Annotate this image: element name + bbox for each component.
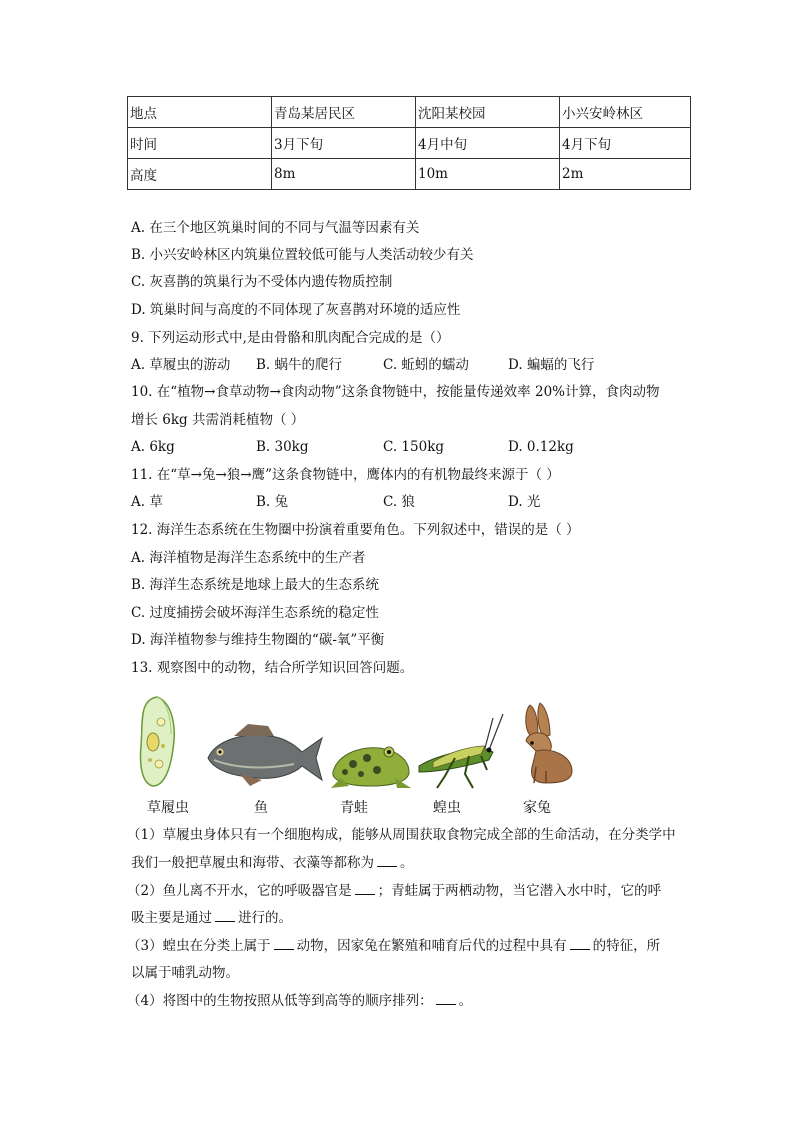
q13-part3-line1 xyxy=(127,937,660,955)
q12-option-d: D. 海洋植物参与维持生物圈的“碳-氧”平衡 xyxy=(131,632,385,648)
caption-frog: 青蛙 xyxy=(340,800,368,816)
q10-stem-line2: 增长 6kg 共需消耗植物（ ） xyxy=(131,412,305,428)
caption-locust: 蝗虫 xyxy=(433,800,461,816)
q10-stem-line1: 10. 在“植物→食草动物→食肉动物”这条食物链中，按能量传递效率 20%计算，食肉动物 xyxy=(131,384,660,400)
q10-option-b: B. 30kg xyxy=(256,439,309,455)
q13-part2-text-c: 吸主要是通过 xyxy=(131,910,212,926)
table-cell: 小兴安岭林区 xyxy=(560,97,691,128)
table-cell: 时间 xyxy=(128,128,272,159)
table-cell: 3月下旬 xyxy=(272,128,416,159)
q13-part1-line2 xyxy=(131,854,414,872)
rabbit-illustration xyxy=(510,701,578,785)
table-cell: 4月中旬 xyxy=(416,128,560,159)
answer-blank[interactable] xyxy=(436,992,456,1005)
q13-part4-line xyxy=(127,992,472,1010)
answer-blank[interactable] xyxy=(355,882,375,895)
table-cell: 4月下旬 xyxy=(560,128,691,159)
q9-option-a: A. 草履虫的游动 xyxy=(131,357,231,373)
nesting-data-table xyxy=(127,96,691,190)
q13-stem: 13. 观察图中的动物，结合所学知识回答问题。 xyxy=(131,660,414,676)
q11-option-d: D. 光 xyxy=(508,494,541,510)
answer-blank[interactable] xyxy=(215,909,235,922)
q13-part2-text-d: 进行的。 xyxy=(238,910,292,926)
q11-stem: 11. 在“草→兔→狼→鹰”这条食物链中，鹰体内的有机物最终来源于（ ） xyxy=(131,467,560,483)
q9-stem: 9. 下列运动形式中,是由骨骼和肌肉配合完成的是（） xyxy=(131,330,450,346)
q8-option-c: C. 灰喜鹊的筑巢行为不受体内遗传物质控制 xyxy=(131,274,393,290)
q8-option-a: A. 在三个地区筑巢时间的不同与气温等因素有关 xyxy=(131,220,420,236)
q13-part2-line1 xyxy=(127,882,661,900)
q13-part4-end: 。 xyxy=(458,993,473,1009)
q13-part2-line2 xyxy=(131,909,292,927)
table-cell: 地点 xyxy=(128,97,272,128)
frog-illustration xyxy=(327,738,413,790)
locust-illustration xyxy=(415,712,507,790)
q9-option-c: C. 蚯蚓的蠕动 xyxy=(383,357,469,373)
fish-illustration xyxy=(204,722,324,788)
q13-part3-text-a: （3）蝗虫在分类上属于 xyxy=(127,938,271,954)
caption-rabbit: 家兔 xyxy=(523,800,551,816)
table-cell: 2m xyxy=(560,159,691,190)
q11-option-c: C. 狼 xyxy=(383,494,415,510)
q13-part3-text-c: 的特征，所 xyxy=(592,938,661,954)
q8-option-d: D. 筑巢时间与高度的不同体现了灰喜鹊对环境的适应性 xyxy=(131,302,461,318)
table-cell: 8m xyxy=(272,159,416,190)
q13-part2-text-b: ；青蛙属于两栖动物，当它潜入水中时，它的呼 xyxy=(377,883,662,899)
q13-part1-end: 。 xyxy=(400,855,414,871)
table-cell: 沈阳某校园 xyxy=(416,97,560,128)
caption-fish: 鱼 xyxy=(254,800,268,816)
q13-part1-text: 我们一般把草履虫和海带、衣藻等都称为 xyxy=(131,855,374,871)
q11-option-b: B. 兔 xyxy=(256,494,289,510)
answer-blank[interactable] xyxy=(570,937,590,950)
table-cell: 青岛某居民区 xyxy=(272,97,416,128)
q10-option-a: A. 6kg xyxy=(131,439,175,455)
q12-option-a: A. 海洋植物是海洋生态系统中的生产者 xyxy=(131,550,366,566)
table-row xyxy=(128,159,691,190)
q13-part1-line1: （1）草履虫身体只有一个细胞构成，能够从周围获取食物完成全部的生命活动，在分类学中 xyxy=(127,827,676,843)
table-row xyxy=(128,128,691,159)
q13-part3-line2: 以属于哺乳动物。 xyxy=(131,965,239,981)
q8-option-b: B. 小兴安岭林区内筑巢位置较低可能与人类活动较少有关 xyxy=(131,247,474,263)
answer-blank[interactable] xyxy=(274,937,294,950)
q13-part2-text-a: （2）鱼儿离不开水，它的呼吸器官是 xyxy=(127,883,352,899)
q10-option-c: C. 150kg xyxy=(383,439,445,455)
answer-blank[interactable] xyxy=(377,854,397,867)
table-row xyxy=(128,97,691,128)
table-cell: 10m xyxy=(416,159,560,190)
q9-option-d: D. 蝙蝠的飞行 xyxy=(508,357,595,373)
q9-option-b: B. 蜗牛的爬行 xyxy=(256,357,343,373)
paramecium-illustration xyxy=(135,694,179,790)
q13-part4-text: （4）将图中的生物按照从低等到高等的顺序排列： xyxy=(127,993,433,1009)
q10-option-d: D. 0.12kg xyxy=(508,439,574,455)
caption-paramecium: 草履虫 xyxy=(147,800,189,816)
q12-option-b: B. 海洋生态系统是地球上最大的生态系统 xyxy=(131,577,380,593)
q12-stem: 12. 海洋生态系统在生物圈中扮演着重要角色。下列叙述中，错误的是（ ） xyxy=(131,522,580,538)
q13-part3-text-b: 动物，因家兔在繁殖和哺育后代的过程中具有 xyxy=(296,938,567,954)
table-cell: 高度 xyxy=(128,159,272,190)
q11-option-a: A. 草 xyxy=(131,494,163,510)
q12-option-c: C. 过度捕捞会破坏海洋生态系统的稳定性 xyxy=(131,605,379,621)
